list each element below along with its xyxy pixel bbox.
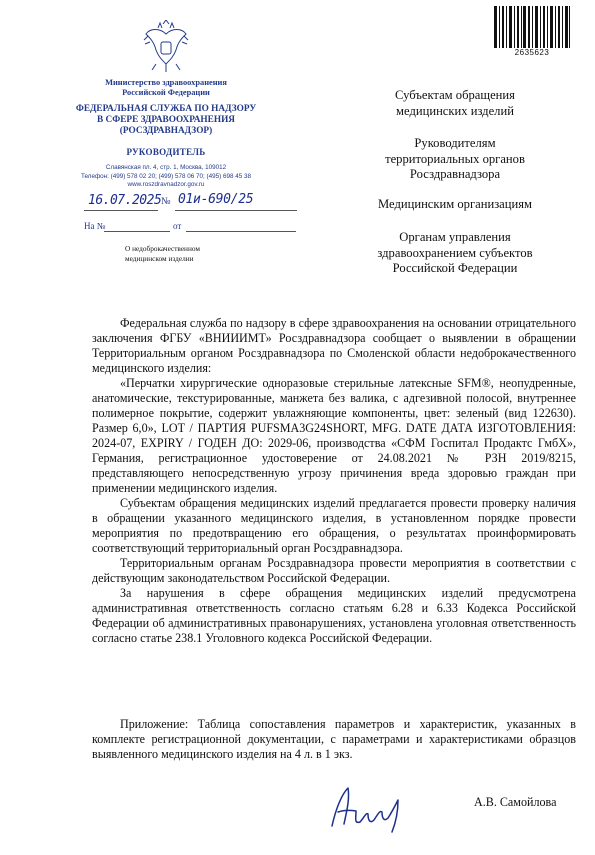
registration-number: 01и-690/25 bbox=[178, 192, 254, 207]
signatory-name: А.В. Самойлова bbox=[474, 795, 557, 809]
coat-of-arms-icon bbox=[142, 20, 190, 74]
body-paragraph: Территориальным органам Росздравнадзора провести мероприятия в соответствии с действующим законодательством Российской Федерации. bbox=[92, 556, 576, 585]
letter-body bbox=[92, 316, 576, 646]
registration-number-label: № bbox=[161, 196, 171, 207]
reply-number-underline bbox=[104, 231, 170, 232]
addressee-block: Медицинским организациям bbox=[377, 197, 533, 211]
date-underline bbox=[84, 210, 158, 211]
handwritten-signature-icon bbox=[326, 778, 416, 836]
registration-date: 16.07.2025 bbox=[88, 193, 162, 208]
ministry-name: Министерство здравоохранения Российской Федерации bbox=[105, 78, 227, 97]
number-underline bbox=[175, 210, 297, 211]
body-paragraph: «Перчатки хирургические одноразовые стерильные латексные SFM®, неопудренные, анатомические, текстурированные, манжета без валика, с адгезивной полосой, внутреннее полимерное покрытие, содержит увлажняющие компоненты, цвет: зеленый (вид 122630). Размер 6,0», LOT / ПАРТИЯ PUFSMA3G24SHORT, MFG. DATE ДАТА ИЗГОТОВЛЕНИЯ: 2024-07, EXPIRY / ГОДЕН ДО: 2029-06, производства «СФМ Госпитал Продактс ГмбХ», Германия, регистрационное удостоверение от 24.08.2021 № РЗН 2019/8215, представляющего непосредственную угрозу причинения вреда здоровью граждан при применении медицинского изделия. bbox=[92, 376, 576, 495]
addressee-block: Субъектам обращения медицинских изделий bbox=[395, 88, 515, 118]
addressee-block: Органам управления здравоохранением субъектов Российской Федерации bbox=[377, 230, 533, 275]
subject-note: О недоброкачественном медицинском изделии bbox=[125, 244, 200, 263]
appendix-note: Приложение: Таблица сопоставления параметров и характеристик, указанных в комплекте регистрационной документации, с параметрами и характеристиками образцов выявленного медицинского изделия на 4 л. в 1 экз. bbox=[92, 717, 576, 761]
reply-date-label: от bbox=[173, 221, 182, 231]
body-paragraph: За нарушения в сфере обращения медицинских изделий предусмотрена административная ответственность согласно статьям 6.28 и 6.33 Кодекса Российской Федерации об административных правонарушениях, установлена уголовная ответственность согласно статье 238.1 Уголовного кодекса Российской Федерации. bbox=[92, 586, 576, 645]
reply-date-underline bbox=[186, 231, 296, 232]
barcode-icon bbox=[492, 6, 572, 48]
barcode-number: 2635623 bbox=[514, 48, 550, 57]
agency-name: ФЕДЕРАЛЬНАЯ СЛУЖБА ПО НАДЗОРУ В СФЕРЕ ЗДРАВООХРАНЕНИЯ (РОСЗДРАВНАДЗОР) bbox=[75, 104, 257, 136]
body-paragraph: Субъектам обращения медицинских изделий предлагается провести проверку наличия в обращении указанного медицинского изделия, в установленном порядке провести мероприятия по предотвращению его обращения, о результатах проинформировать соответствующий территориальный орган Росздравнадзора. bbox=[92, 496, 576, 555]
agency-address: Славянская пл. 4, стр. 1, Москва, 109012 Телефон: (499) 578 02 20; (499) 578 06 70; (495) 698 45 38 www.roszdravnadzor.gov.ru bbox=[80, 164, 251, 189]
head-title: РУКОВОДИТЕЛЬ bbox=[126, 147, 206, 157]
addressee-block: Руководителям территориальных органов Росздравнадзора bbox=[385, 136, 525, 181]
reply-number-label: На № bbox=[84, 221, 106, 231]
body-paragraph: Федеральная служба по надзору в сфере здравоохранения на основании отрицательного заключения ФГБУ «ВНИИИМТ» Росздравнадзора сообщает о выявлении в обращении Территориальным органом Росздравнадзора по Смоленской области недоброкачественного медицинского изделия: bbox=[92, 316, 576, 375]
